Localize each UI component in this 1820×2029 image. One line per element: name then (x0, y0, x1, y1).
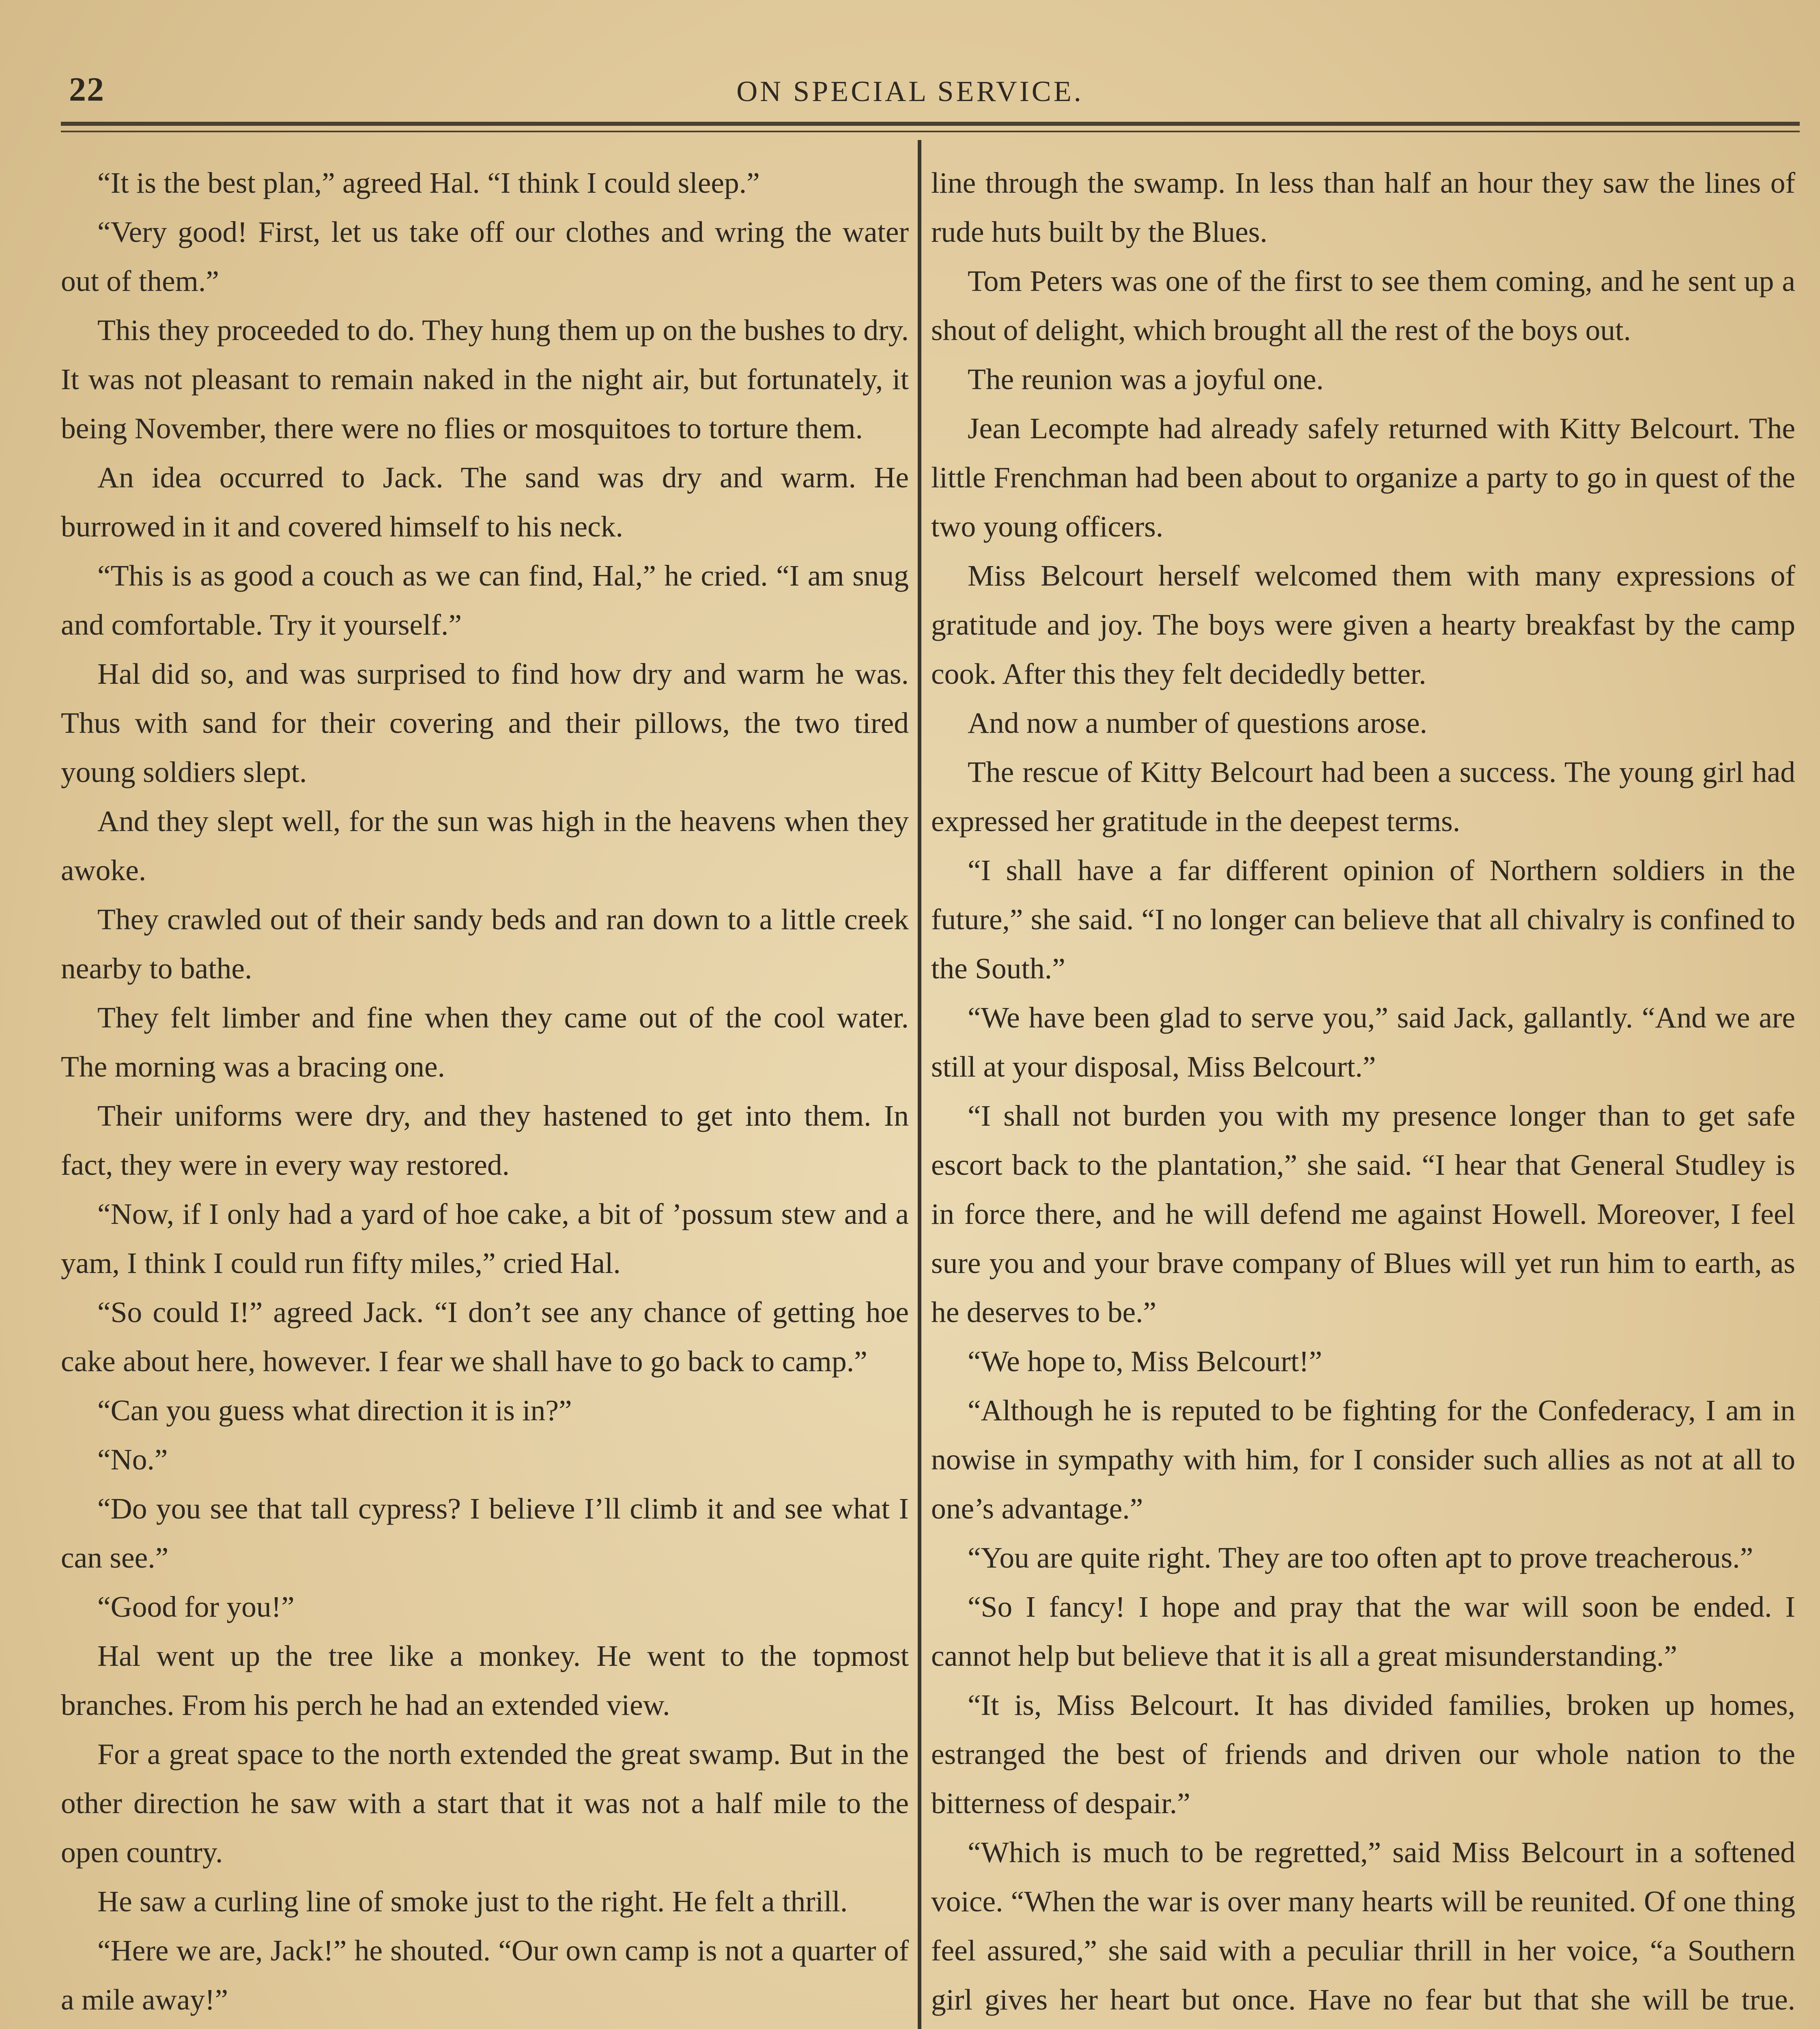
paragraph: Their uniforms were dry, and they hastened to get into them. In fact, they were in every way restored. (61, 1099, 909, 1181)
paragraph: He saw a curling line of smoke just to the right. He felt a thrill. (97, 1885, 848, 1918)
header-rule-thin (61, 131, 1800, 132)
paragraph: “So I fancy! I hope and pray that the war will soon be ended. I cannot help but believe that it is all a great misunderstanding.” (931, 1590, 1795, 1672)
paragraph: “Which is much to be regretted,” said Miss Belcourt in a softened voice. “When the war is over many hearts will be reunited. Of one thing feel assured,” she said with a peculiar thrill in her voice, “a Southern girl gives her heart but once. Have no fear but that she will be true. (931, 1836, 1795, 2016)
paragraph: “Can you guess what direction it is in?” (97, 1394, 572, 1427)
paragraph: “Do you see that tall cypress? I believe I’ll climb it and see what I can see.” (61, 1492, 909, 1574)
column-divider (918, 140, 921, 2029)
paragraph: And now a number of questions arose. (968, 706, 1427, 739)
paragraph: The reunion was a joyful one. (968, 363, 1324, 396)
paragraph: “We have been glad to serve you,” said Jack, gallantly. “And we are still at your disposal, Miss Belcourt.” (931, 1001, 1795, 1083)
header-rule (61, 122, 1800, 126)
paragraph: “This is as good a couch as we can find, Hal,” he cried. “I am snug and comfortable. Try it yourself.” (61, 559, 909, 641)
right-column (931, 158, 1795, 2029)
paragraph: “Good for you!” (97, 1590, 295, 1623)
paragraph: “Now, if I only had a yard of hoe cake, a bit of ’possum stew and a yam, I think I could run fifty miles,” cried Hal. (61, 1198, 909, 1279)
paragraph: The rescue of Kitty Belcourt had been a success. The young girl had expressed her gratitude in the deepest terms. (931, 756, 1795, 838)
paragraph: “It is the best plan,” agreed Hal. “I think I could sleep.” (97, 166, 760, 199)
paragraph: Jean Lecompte had already safely returned with Kitty Belcourt. The little Frenchman had been about to organize a party to go in quest of the two young officers. (931, 412, 1795, 543)
paragraph-continued: line through the swamp. In less than half an hour they saw the lines of rude huts built by the Blues. (931, 166, 1795, 248)
page-number: 22 (69, 71, 105, 108)
paragraph: “Although he is reputed to be fighting for the Confederacy, I am in nowise in sympathy with him, for I consider such allies as not at all to one’s advantage.” (931, 1394, 1795, 1525)
paragraph: Hal did so, and was surprised to find how dry and warm he was. Thus with sand for their covering and their pillows, the two tired young soldiers slept. (61, 657, 909, 788)
paragraph: “Very good! First, let us take off our clothes and wring the water out of them.” (61, 215, 909, 297)
paragraph: This they proceeded to do. They hung them up on the bushes to dry. It was not pleasant to remain naked in the night air, but fortunately, it being November, there were no flies or mosquitoes to torture them. (61, 314, 909, 445)
paragraph: “So could I!” agreed Jack. “I don’t see any chance of getting hoe cake about here, however. I fear we shall have to go back to camp.” (61, 1296, 909, 1378)
paragraph: “We hope to, Miss Belcourt!” (968, 1345, 1322, 1378)
paragraph (61, 2024, 909, 2029)
paragraph: Miss Belcourt herself welcomed them with many expressions of gratitude and joy. The boys were given a hearty breakfast by the camp cook. After this they felt decidedly better. (931, 559, 1795, 690)
left-column (61, 158, 909, 2029)
paragraph: They felt limber and fine when they came out of the cool water. The morning was a bracing one. (61, 1001, 909, 1083)
paragraph: “I shall not burden you with my presence longer than to get safe escort back to the plantation,” she said. “I hear that General Studley is in force there, and he will defend me against Howell. Moreover, I feel sure you and your brave company of Blues will yet run him to earth, as he deserves to be.” (931, 1099, 1795, 1329)
paragraph: For a great space to the north extended the great swamp. But in the other direction he saw with a start that it was not a half mile to the open country. (61, 1738, 909, 1869)
paragraph: An idea occurred to Jack. The sand was dry and warm. He burrowed in it and covered himself to his neck. (61, 461, 909, 543)
paragraph: Hal went up the tree like a monkey. He went to the topmost branches. From his perch he had an extended view. (61, 1639, 909, 1721)
paragraph: “Here we are, Jack!” he shouted. “Our own camp is not a quarter of a mile away!” (61, 1934, 909, 2016)
paragraph: And they slept well, for the sun was high in the heavens when they awoke. (61, 805, 909, 887)
running-title: ON SPECIAL SERVICE. (736, 75, 1084, 108)
paragraph: They crawled out of their sandy beds and ran down to a little creek nearby to bathe. (61, 903, 909, 985)
paragraph: “I shall have a far different opinion of Northern soldiers in the future,” she said. “I no longer can believe that all chivalry is confined to the South.” (931, 854, 1795, 985)
paragraph: “It is, Miss Belcourt. It has divided families, broken up homes, estranged the best of friends and driven our whole nation to the bitterness of despair.” (931, 1689, 1795, 1820)
paragraph: Tom Peters was one of the first to see them coming, and he sent up a shout of delight, which brought all the rest of the boys out. (931, 265, 1795, 347)
paragraph: “You are quite right. They are too often apt to prove treacherous.” (968, 1541, 1753, 1574)
paragraph: “No.” (97, 1443, 168, 1476)
